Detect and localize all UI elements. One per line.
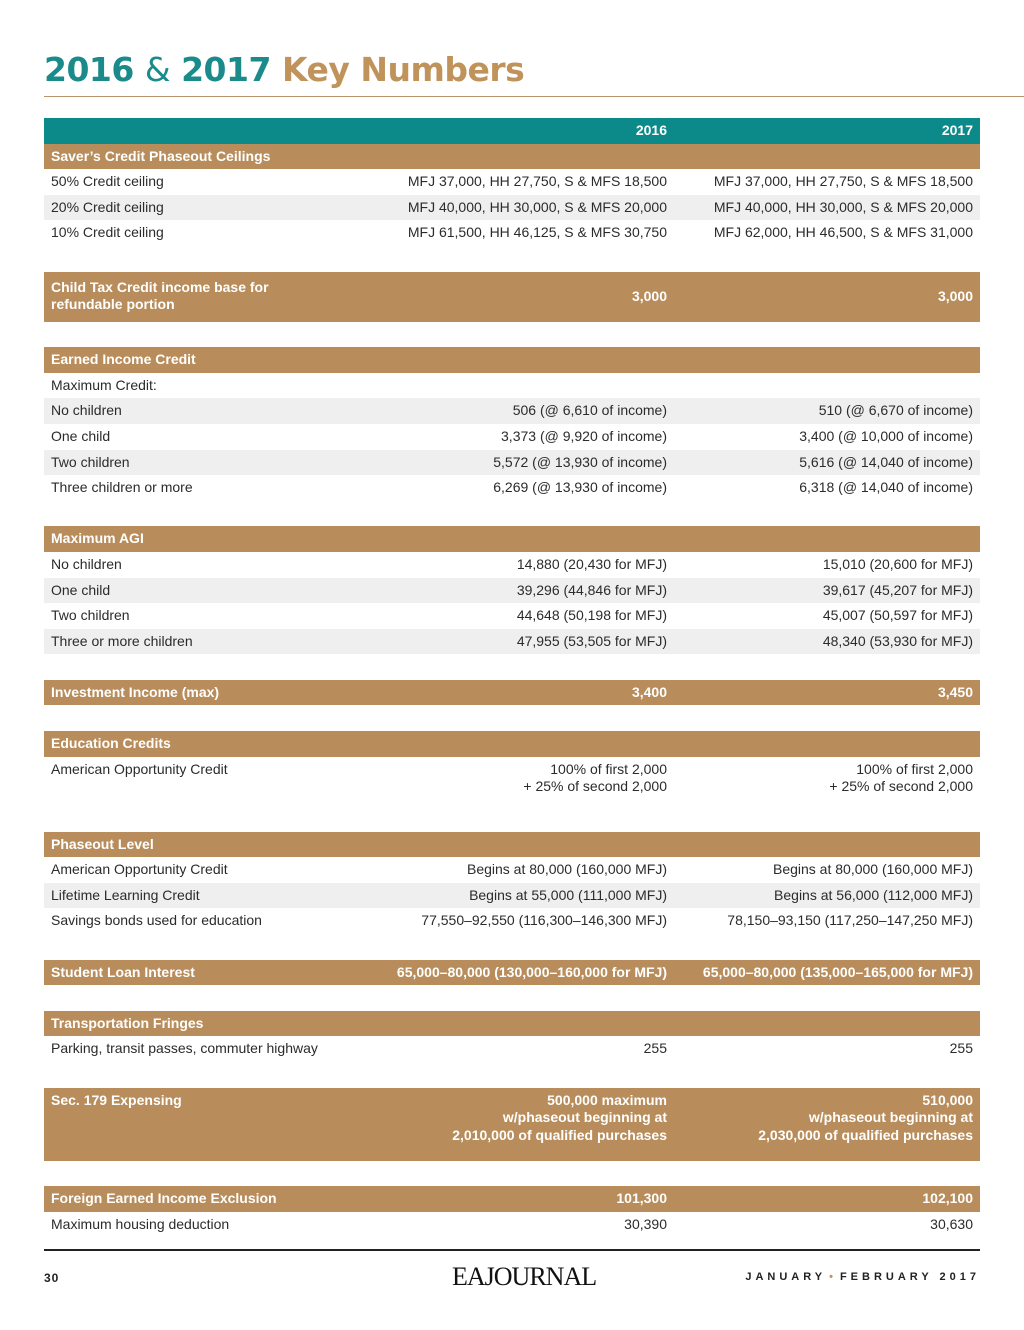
row-label: Parking, transit passes, commuter highway: [51, 1040, 318, 1057]
value-2017: 3,000: [937, 287, 973, 304]
section-header-investment-income: [44, 680, 980, 706]
section-header-savers-credit: [44, 144, 980, 170]
section-spacer: [44, 246, 980, 272]
value-2017: 102,100: [922, 1190, 973, 1207]
section-header-phaseout-level: [44, 832, 980, 858]
value-2017: 45,007 (50,597 for MFJ): [822, 607, 973, 624]
table-row: [44, 1212, 980, 1238]
column-header-row: [44, 118, 980, 144]
table-row: [44, 552, 980, 578]
section-spacer: [44, 934, 980, 960]
row-label: No children: [51, 555, 122, 572]
section-spacer: [44, 985, 980, 1011]
row-label: Lifetime Learning Credit: [51, 886, 200, 903]
value-line: 500,000 maximum: [547, 1091, 667, 1108]
section-title: Sec. 179 Expensing: [51, 1091, 182, 1108]
row-label: Savings bonds used for education: [51, 912, 262, 929]
row-label: Maximum housing deduction: [51, 1215, 230, 1232]
issue-separator: •: [829, 1271, 837, 1283]
table-row: [44, 373, 980, 399]
value-2017: 6,318 (@ 14,040 of income): [799, 479, 973, 496]
value-2016: 5,572 (@ 13,930 of income): [493, 453, 667, 470]
row-label: Two children: [51, 453, 130, 470]
value-2016: MFJ 61,500, HH 46,125, S & MFS 30,750: [407, 224, 667, 241]
section-title: Student Loan Interest: [51, 963, 195, 980]
table-row: [44, 169, 980, 195]
section-title: Foreign Earned Income Exclusion: [51, 1190, 277, 1207]
section-header-maximum-agi: [44, 526, 980, 552]
ea-journal-logo: EAJOURNAL: [452, 1262, 597, 1291]
table-row: [44, 424, 980, 450]
table-row: [44, 603, 980, 629]
section-spacer: [44, 1161, 980, 1187]
section-spacer: [44, 705, 980, 731]
value-2017: [829, 761, 973, 796]
value-2016: 14,880 (20,430 for MFJ): [516, 555, 667, 572]
section-header-education-credits: [44, 731, 980, 757]
column-header-2017: 2017: [941, 122, 973, 138]
section-spacer: [44, 1062, 980, 1088]
page-title: [44, 48, 524, 92]
section-title: Maximum AGI: [51, 530, 144, 547]
table-row: [44, 398, 980, 424]
value-2016: 6,269 (@ 13,930 of income): [493, 479, 667, 496]
value-2017: 510 (@ 6,670 of income): [818, 402, 973, 419]
row-label: American Opportunity Credit: [51, 760, 228, 777]
page-number: 30: [44, 1271, 60, 1285]
section-header-student-loan-interest: [44, 960, 980, 986]
value-2016: MFJ 40,000, HH 30,000, S & MFS 20,000: [407, 198, 667, 215]
title-year-2017: 2017: [181, 50, 271, 89]
value-2016: MFJ 37,000, HH 27,750, S & MFS 18,500: [407, 173, 667, 190]
row-label: One child: [51, 581, 111, 598]
value-2016: 506 (@ 6,610 of income): [512, 402, 667, 419]
row-label: 20% Credit ceiling: [51, 198, 164, 215]
row-label: Maximum Credit:: [51, 376, 157, 393]
section-spacer: [44, 501, 980, 527]
value-2017: MFJ 40,000, HH 30,000, S & MFS 20,000: [713, 198, 973, 215]
value-2016: [452, 1092, 667, 1145]
issue-month-2: FEBRUARY 2017: [839, 1271, 980, 1283]
section-title: Investment Income (max): [51, 683, 220, 700]
table-row: [44, 883, 980, 909]
section-header-foreign-earned-income: [44, 1186, 980, 1212]
value-2017: 3,400 (@ 10,000 of income): [799, 427, 973, 444]
value-2017: MFJ 37,000, HH 27,750, S & MFS 18,500: [713, 173, 973, 190]
row-label: No children: [51, 402, 122, 419]
row-label: 50% Credit ceiling: [51, 173, 164, 190]
value-2017: 3,450: [937, 683, 973, 700]
section-header-transportation-fringes: [44, 1011, 980, 1037]
row-label: Three or more children: [51, 632, 193, 649]
value-2017: Begins at 56,000 (112,000 MFJ): [774, 886, 973, 903]
section-title: Transportation Fringes: [51, 1014, 204, 1031]
value-2016: [523, 761, 667, 796]
row-label: 10% Credit ceiling: [51, 224, 164, 241]
title-year-2016: 2016: [44, 50, 134, 89]
table-row: [44, 475, 980, 501]
section-spacer: [44, 654, 980, 680]
value-line: 2,030,000 of qualified purchases: [758, 1126, 973, 1143]
table-row: [44, 1036, 980, 1062]
table-row: [44, 908, 980, 934]
value-line: 510,000: [922, 1091, 973, 1108]
row-label: One child: [51, 427, 111, 444]
value-2017: [758, 1092, 973, 1145]
issue-month-1: JANUARY: [745, 1271, 827, 1283]
value-line: 100% of first 2,000: [550, 760, 667, 777]
value-2017: 30,630: [930, 1215, 973, 1232]
value-2017: 255: [949, 1040, 973, 1057]
value-line: + 25% of second 2,000: [829, 778, 973, 795]
value-2017: 48,340 (53,930 for MFJ): [822, 632, 973, 649]
title-ampersand: &: [144, 50, 171, 89]
value-2016: 44,648 (50,198 for MFJ): [516, 607, 667, 624]
table-row: [44, 757, 980, 802]
row-label: Three children or more: [51, 479, 193, 496]
value-2017: Begins at 80,000 (160,000 MFJ): [772, 861, 973, 878]
issue-date: [745, 1271, 980, 1283]
table-row: [44, 195, 980, 221]
value-line: w/phaseout beginning at: [502, 1109, 667, 1126]
value-2016: 47,955 (53,505 for MFJ): [516, 632, 667, 649]
value-2017: 65,000–80,000 (135,000–165,000 for MFJ): [702, 963, 973, 980]
value-2016: 101,300: [616, 1190, 667, 1207]
section-title: Saver’s Credit Phaseout Ceilings: [51, 147, 271, 164]
table-row: [44, 578, 980, 604]
value-2016: 3,373 (@ 9,920 of income): [501, 427, 667, 444]
section-spacer: [44, 322, 980, 348]
value-2016: 255: [643, 1040, 667, 1057]
value-2016: Begins at 80,000 (160,000 MFJ): [466, 861, 667, 878]
value-line: w/phaseout beginning at: [808, 1109, 973, 1126]
value-2016: 30,390: [624, 1215, 667, 1232]
section-header-child-tax-credit: [44, 272, 980, 322]
table-row: [44, 450, 980, 476]
row-label: American Opportunity Credit: [51, 861, 228, 878]
section-title: Education Credits: [51, 735, 171, 752]
value-2017: 39,617 (45,207 for MFJ): [822, 581, 973, 598]
footer-divider: [44, 1249, 980, 1251]
section-title: Earned Income Credit: [51, 351, 196, 368]
value-line: + 25% of second 2,000: [523, 778, 667, 795]
section-title: Child Tax Credit income base for refundable portion: [51, 278, 269, 313]
value-line: 2,010,000 of qualified purchases: [452, 1126, 667, 1143]
column-header-2016: 2016: [635, 122, 667, 138]
section-spacer: [44, 802, 980, 832]
value-2016: 3,400: [631, 683, 667, 700]
value-2017: MFJ 62,000, HH 46,500, S & MFS 31,000: [713, 224, 973, 241]
table-row: [44, 220, 980, 246]
value-2016: 39,296 (44,846 for MFJ): [516, 581, 667, 598]
section-title: Phaseout Level: [51, 835, 154, 852]
key-numbers-table: [44, 118, 980, 1237]
value-2017: 15,010 (20,600 for MFJ): [822, 555, 973, 572]
table-row: [44, 857, 980, 883]
value-2016: Begins at 55,000 (111,000 MFJ): [469, 886, 667, 903]
value-2016: 65,000–80,000 (130,000–160,000 for MFJ): [396, 963, 667, 980]
row-label: Two children: [51, 607, 130, 624]
value-2016: 77,550–92,550 (116,300–146,300 MFJ): [421, 912, 667, 929]
title-key-numbers: Key Numbers: [281, 50, 525, 89]
value-2017: 78,150–93,150 (117,250–147,250 MFJ): [727, 912, 973, 929]
table-row: [44, 629, 980, 655]
value-2017: 5,616 (@ 14,040 of income): [799, 453, 973, 470]
section-header-earned-income-credit: [44, 347, 980, 373]
value-2016: 3,000: [631, 287, 667, 304]
section-header-sec-179-expensing: [44, 1088, 980, 1161]
title-divider: [44, 96, 1024, 97]
value-line: 100% of first 2,000: [856, 760, 973, 777]
